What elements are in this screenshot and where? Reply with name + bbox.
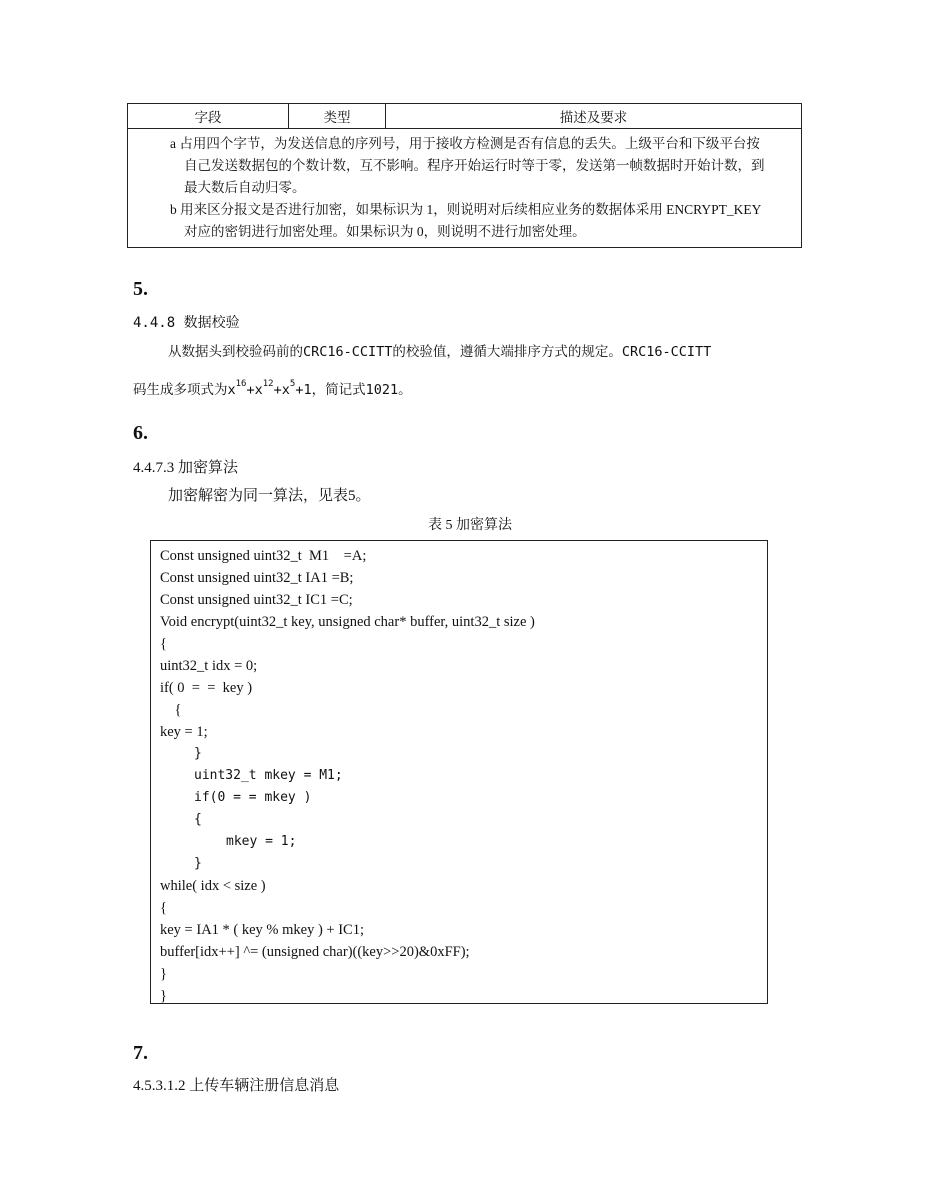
poly-exp-1: 16 bbox=[235, 379, 247, 389]
poly-tail: +1 bbox=[295, 382, 312, 398]
code-line: uint32_t mkey = M1; bbox=[194, 768, 343, 783]
code-line: { bbox=[194, 812, 202, 827]
code-line: while( idx < size ) bbox=[160, 878, 266, 894]
code-line: Void encrypt(uint32_t key, unsigned char* buffer, uint32_t size ) bbox=[160, 614, 535, 630]
encryption-paragraph: 加密解密为同一算法，见表5。 bbox=[168, 488, 371, 504]
header-type: 类型 bbox=[289, 104, 386, 129]
crc-paragraph-line-1: 从数据头到校验码前的CRC16-CCITT的校验值，遵循大端排序方式的规定。CRC16-CCITT bbox=[168, 344, 712, 360]
header-field: 字段 bbox=[128, 104, 289, 129]
note-a-line-3: 最大数后自动归零。 bbox=[184, 180, 306, 195]
note-b-line-2: 对应的密钥进行加密处理。如果标识为 0，则说明不进行加密处理。 bbox=[184, 224, 586, 239]
crc-suffix: ，简记式1021。 bbox=[311, 382, 412, 398]
code-line: if(0 = = mkey ) bbox=[194, 790, 312, 805]
code-line: key = 1; bbox=[160, 724, 208, 740]
table-notes-cell bbox=[128, 129, 802, 248]
code-line: } bbox=[194, 856, 202, 871]
crc-prefix: 码生成多项式为 bbox=[133, 382, 228, 398]
encryption-code-box bbox=[150, 540, 768, 1004]
table-5-caption: 表 5 加密算法 bbox=[428, 518, 512, 533]
section-number-5: 5. bbox=[133, 278, 148, 300]
code-line: Const unsigned uint32_t IC1 =C; bbox=[160, 592, 353, 608]
code-line: Const unsigned uint32_t IA1 =B; bbox=[160, 570, 354, 586]
code-line: Const unsigned uint32_t M1 =A; bbox=[160, 548, 367, 564]
section-heading-data-check: 4.4.8 数据校验 bbox=[133, 315, 240, 331]
code-line: { bbox=[160, 636, 167, 652]
poly-plus-2: + bbox=[273, 382, 282, 398]
table-header-row bbox=[128, 104, 802, 129]
crc-paragraph-line-2 bbox=[133, 378, 412, 398]
table-notes-row bbox=[128, 129, 802, 248]
section-heading-encryption: 4.4.7.3 加密算法 bbox=[133, 460, 239, 476]
field-description-table bbox=[127, 103, 802, 248]
code-line: if( 0 = = key ) bbox=[160, 680, 253, 696]
code-line: mkey = 1; bbox=[226, 834, 297, 849]
poly-exp-2: 12 bbox=[262, 379, 274, 389]
code-line: } bbox=[160, 966, 167, 982]
section-heading-vehicle-registration: 4.5.3.1.2 上传车辆注册信息消息 bbox=[133, 1078, 340, 1094]
code-line: } bbox=[160, 988, 167, 1004]
code-line: key = IA1 * ( key % mkey ) + IC1; bbox=[160, 922, 365, 938]
note-b-line-1: b 用来区分报文是否进行加密，如果标识为 1，则说明对后续相应业务的数据体采用 ENCRYPT_KEY bbox=[170, 202, 762, 217]
code-line: uint32_t idx = 0; bbox=[160, 658, 258, 674]
note-a-line-1: a 占用四个字节，为发送信息的序列号，用于接收方检测是否有信息的丢失。上级平台和下级平台按 bbox=[170, 136, 760, 151]
poly-x3: x bbox=[281, 382, 290, 398]
poly-x2: x bbox=[254, 382, 263, 398]
code-line: } bbox=[194, 746, 202, 761]
code-line: { bbox=[160, 702, 182, 718]
note-a-line-2: 自己发送数据包的个数计数，互不影响。程序开始运行时等于零，发送第一帧数据时开始计数，到 bbox=[184, 158, 765, 173]
section-number-7: 7. bbox=[133, 1042, 148, 1064]
header-description: 描述及要求 bbox=[386, 104, 802, 129]
code-line: { bbox=[160, 900, 167, 916]
section-number-6: 6. bbox=[133, 422, 148, 444]
poly-plus-1: + bbox=[246, 382, 255, 398]
poly-exp-3: 5 bbox=[289, 379, 296, 389]
code-line: buffer[idx++] ^= (unsigned char)((key>>20)&0xFF); bbox=[160, 944, 470, 960]
poly-x1: x bbox=[227, 382, 236, 398]
